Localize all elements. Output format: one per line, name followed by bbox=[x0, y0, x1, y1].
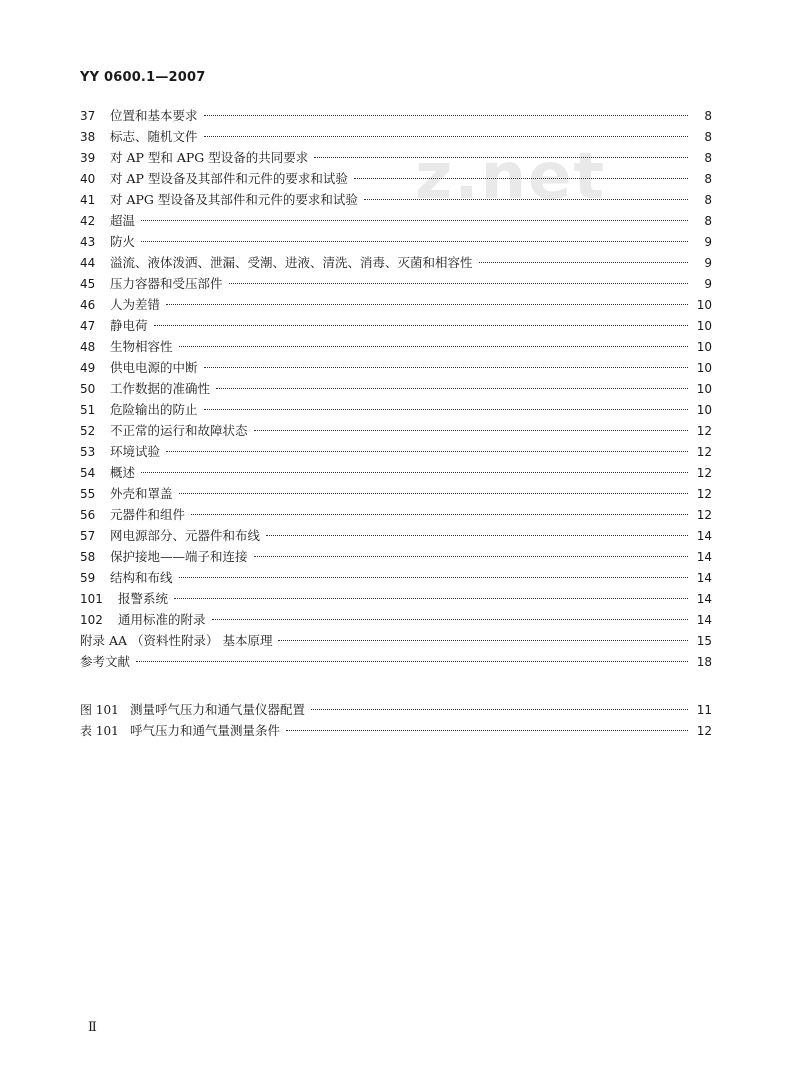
toc-entry[interactable] bbox=[80, 546, 712, 567]
table-of-contents bbox=[80, 105, 712, 672]
toc-entry-number: 37 bbox=[80, 109, 96, 123]
toc-entry-number: 50 bbox=[80, 382, 96, 396]
toc-entry-title: 溢流、液体泼洒、泄漏、受潮、进液、清洗、消毒、灭菌和相容性 bbox=[110, 255, 473, 270]
toc-entry[interactable] bbox=[80, 567, 712, 588]
dot-leader bbox=[254, 430, 688, 431]
toc-entry-title: 结构和布线 bbox=[110, 570, 173, 585]
toc-entry-title: 静电荷 bbox=[110, 318, 148, 333]
toc-entry-page: 14 bbox=[696, 550, 712, 564]
dot-leader bbox=[179, 493, 688, 494]
toc-entry-page: 8 bbox=[704, 109, 712, 123]
toc-entry[interactable] bbox=[80, 462, 712, 483]
toc-entry-page: 12 bbox=[696, 445, 712, 459]
toc-entry[interactable] bbox=[80, 336, 712, 357]
toc-entry-page: 9 bbox=[704, 277, 712, 291]
page-number: Ⅱ bbox=[88, 1020, 97, 1035]
figure-entry-title: 呼气压力和通气量测量条件 bbox=[130, 723, 281, 738]
toc-entry[interactable] bbox=[80, 399, 712, 420]
toc-entry-page: 8 bbox=[704, 151, 712, 165]
toc-entry-number: 51 bbox=[80, 403, 96, 417]
toc-entry-page: 10 bbox=[696, 361, 712, 375]
toc-entry-page: 12 bbox=[696, 424, 712, 438]
toc-entry-number: 49 bbox=[80, 361, 96, 375]
toc-entry-title: 外壳和罩盖 bbox=[110, 486, 173, 501]
toc-entry-title: 供电电源的中断 bbox=[110, 360, 198, 375]
dot-leader bbox=[179, 577, 688, 578]
dot-leader bbox=[266, 535, 688, 536]
toc-entry-page: 10 bbox=[696, 382, 712, 396]
toc-entry[interactable] bbox=[80, 609, 712, 630]
toc-entry-title: 对 AP 型和 APG 型设备的共同要求 bbox=[110, 150, 309, 165]
figure-entry[interactable] bbox=[80, 720, 712, 741]
dot-leader bbox=[254, 556, 688, 557]
dot-leader bbox=[286, 730, 688, 731]
figure-entry-title: 测量呼气压力和通气量仪器配置 bbox=[130, 702, 306, 717]
dot-leader bbox=[204, 367, 688, 368]
toc-entry-number: 55 bbox=[80, 487, 96, 501]
toc-entry[interactable] bbox=[80, 357, 712, 378]
toc-entry-page: 14 bbox=[696, 529, 712, 543]
toc-entry-number: 39 bbox=[80, 151, 96, 165]
toc-entry-page: 18 bbox=[696, 655, 712, 669]
toc-entry[interactable] bbox=[80, 126, 712, 147]
figure-entry-page: 12 bbox=[696, 724, 712, 738]
dot-leader bbox=[364, 199, 688, 200]
toc-entry-title: 通用标准的附录 bbox=[118, 612, 206, 627]
toc-entry-page: 9 bbox=[704, 235, 712, 249]
toc-entry-number: 56 bbox=[80, 508, 96, 522]
toc-entry-title: 对 APG 型设备及其部件和元件的要求和试验 bbox=[110, 192, 358, 207]
figure-entry-page: 11 bbox=[696, 703, 712, 717]
dot-leader bbox=[314, 157, 688, 158]
document-id: YY 0600.1—2007 bbox=[80, 70, 206, 85]
toc-entry-number: 42 bbox=[80, 214, 96, 228]
toc-entry[interactable] bbox=[80, 420, 712, 441]
toc-entry-title: 保护接地——端子和连接 bbox=[110, 549, 248, 564]
toc-entry-number: 38 bbox=[80, 130, 96, 144]
dot-leader bbox=[154, 325, 688, 326]
toc-entry-page: 14 bbox=[696, 613, 712, 627]
toc-entry-page: 12 bbox=[696, 508, 712, 522]
toc-entry[interactable] bbox=[80, 147, 712, 168]
figure-table-list bbox=[80, 699, 712, 741]
figure-entry[interactable] bbox=[80, 699, 712, 720]
figure-entry-label: 表 101 bbox=[80, 724, 119, 738]
toc-entry[interactable] bbox=[80, 315, 712, 336]
toc-entry[interactable] bbox=[80, 630, 712, 651]
toc-entry[interactable] bbox=[80, 252, 712, 273]
toc-entry-number: 46 bbox=[80, 298, 96, 312]
toc-entry[interactable] bbox=[80, 441, 712, 462]
toc-entry-number: 41 bbox=[80, 193, 96, 207]
dot-leader bbox=[479, 262, 688, 263]
toc-entry[interactable] bbox=[80, 231, 712, 252]
dot-leader bbox=[166, 451, 688, 452]
toc-entry-title: 危险输出的防止 bbox=[110, 402, 198, 417]
toc-entry-title: 对 AP 型设备及其部件和元件的要求和试验 bbox=[110, 171, 348, 186]
toc-entry-number: 44 bbox=[80, 256, 96, 270]
toc-entry-title: 位置和基本要求 bbox=[110, 108, 198, 123]
toc-entry-title: 概述 bbox=[110, 465, 136, 480]
toc-entry-page: 15 bbox=[696, 634, 712, 648]
toc-entry-page: 14 bbox=[696, 571, 712, 585]
toc-entry[interactable] bbox=[80, 588, 712, 609]
toc-entry-number: 40 bbox=[80, 172, 96, 186]
toc-entry[interactable] bbox=[80, 273, 712, 294]
dot-leader bbox=[216, 388, 688, 389]
watermark: z.net bbox=[415, 140, 607, 214]
toc-entry-number: 47 bbox=[80, 319, 96, 333]
toc-entry-title: 参考文献 bbox=[80, 654, 131, 669]
dot-leader bbox=[204, 409, 688, 410]
toc-entry[interactable] bbox=[80, 504, 712, 525]
dot-leader bbox=[311, 709, 688, 710]
toc-entry-title: 生物相容性 bbox=[110, 339, 173, 354]
toc-entry-number: 45 bbox=[80, 277, 96, 291]
toc-entry-title: 标志、随机文件 bbox=[110, 129, 198, 144]
dot-leader bbox=[166, 304, 688, 305]
toc-entry-number: 43 bbox=[80, 235, 96, 249]
toc-entry-title: 人为差错 bbox=[110, 297, 161, 312]
dot-leader bbox=[354, 178, 688, 179]
toc-entry-title: 不正常的运行和故障状态 bbox=[110, 423, 248, 438]
toc-entry-page: 8 bbox=[704, 172, 712, 186]
toc-entry-number: 57 bbox=[80, 529, 96, 543]
toc-entry-page: 12 bbox=[696, 466, 712, 480]
dot-leader bbox=[141, 472, 688, 473]
figure-entry-label: 图 101 bbox=[80, 703, 119, 717]
toc-entry-title: 附录 AA （资料性附录） 基本原理 bbox=[80, 633, 273, 648]
toc-entry-page: 10 bbox=[696, 298, 712, 312]
dot-leader bbox=[278, 640, 688, 641]
toc-entry-number: 59 bbox=[80, 571, 96, 585]
toc-entry-page: 9 bbox=[704, 256, 712, 270]
toc-entry-title: 防火 bbox=[110, 234, 136, 249]
dot-leader bbox=[141, 220, 688, 221]
toc-entry-page: 10 bbox=[696, 319, 712, 333]
toc-entry[interactable] bbox=[80, 294, 712, 315]
toc-entry-title: 超温 bbox=[110, 213, 136, 228]
toc-entry[interactable] bbox=[80, 210, 712, 231]
dot-leader bbox=[212, 619, 688, 620]
toc-entry-title: 报警系统 bbox=[118, 591, 169, 606]
toc-entry[interactable] bbox=[80, 483, 712, 504]
dot-leader bbox=[204, 136, 688, 137]
toc-entry-number: 53 bbox=[80, 445, 96, 459]
dot-leader bbox=[141, 241, 688, 242]
toc-entry-page: 14 bbox=[696, 592, 712, 606]
toc-entry-title: 环境试验 bbox=[110, 444, 161, 459]
toc-entry-page: 12 bbox=[696, 487, 712, 501]
toc-entry-number: 54 bbox=[80, 466, 96, 480]
toc-entry-page: 10 bbox=[696, 340, 712, 354]
dot-leader bbox=[136, 661, 688, 662]
toc-entry-title: 网电源部分、元器件和布线 bbox=[110, 528, 261, 543]
dot-leader bbox=[179, 346, 688, 347]
toc-entry[interactable] bbox=[80, 378, 712, 399]
toc-entry-page: 8 bbox=[704, 130, 712, 144]
toc-entry-page: 10 bbox=[696, 403, 712, 417]
toc-entry-number: 101 bbox=[80, 592, 103, 606]
toc-entry-number: 48 bbox=[80, 340, 96, 354]
dot-leader bbox=[204, 115, 688, 116]
dot-leader bbox=[174, 598, 688, 599]
toc-entry-number: 102 bbox=[80, 613, 103, 627]
toc-entry-number: 52 bbox=[80, 424, 96, 438]
dot-leader bbox=[229, 283, 688, 284]
dot-leader bbox=[191, 514, 688, 515]
toc-entry-number: 58 bbox=[80, 550, 96, 564]
toc-entry[interactable] bbox=[80, 168, 712, 189]
toc-entry[interactable] bbox=[80, 651, 712, 672]
toc-entry[interactable] bbox=[80, 189, 712, 210]
toc-entry-title: 工作数据的准确性 bbox=[110, 381, 211, 396]
toc-entry-page: 8 bbox=[704, 193, 712, 207]
toc-entry-title: 压力容器和受压部件 bbox=[110, 276, 223, 291]
toc-entry[interactable] bbox=[80, 525, 712, 546]
toc-entry[interactable] bbox=[80, 105, 712, 126]
toc-entry-title: 元器件和组件 bbox=[110, 507, 186, 522]
toc-entry-page: 8 bbox=[704, 214, 712, 228]
